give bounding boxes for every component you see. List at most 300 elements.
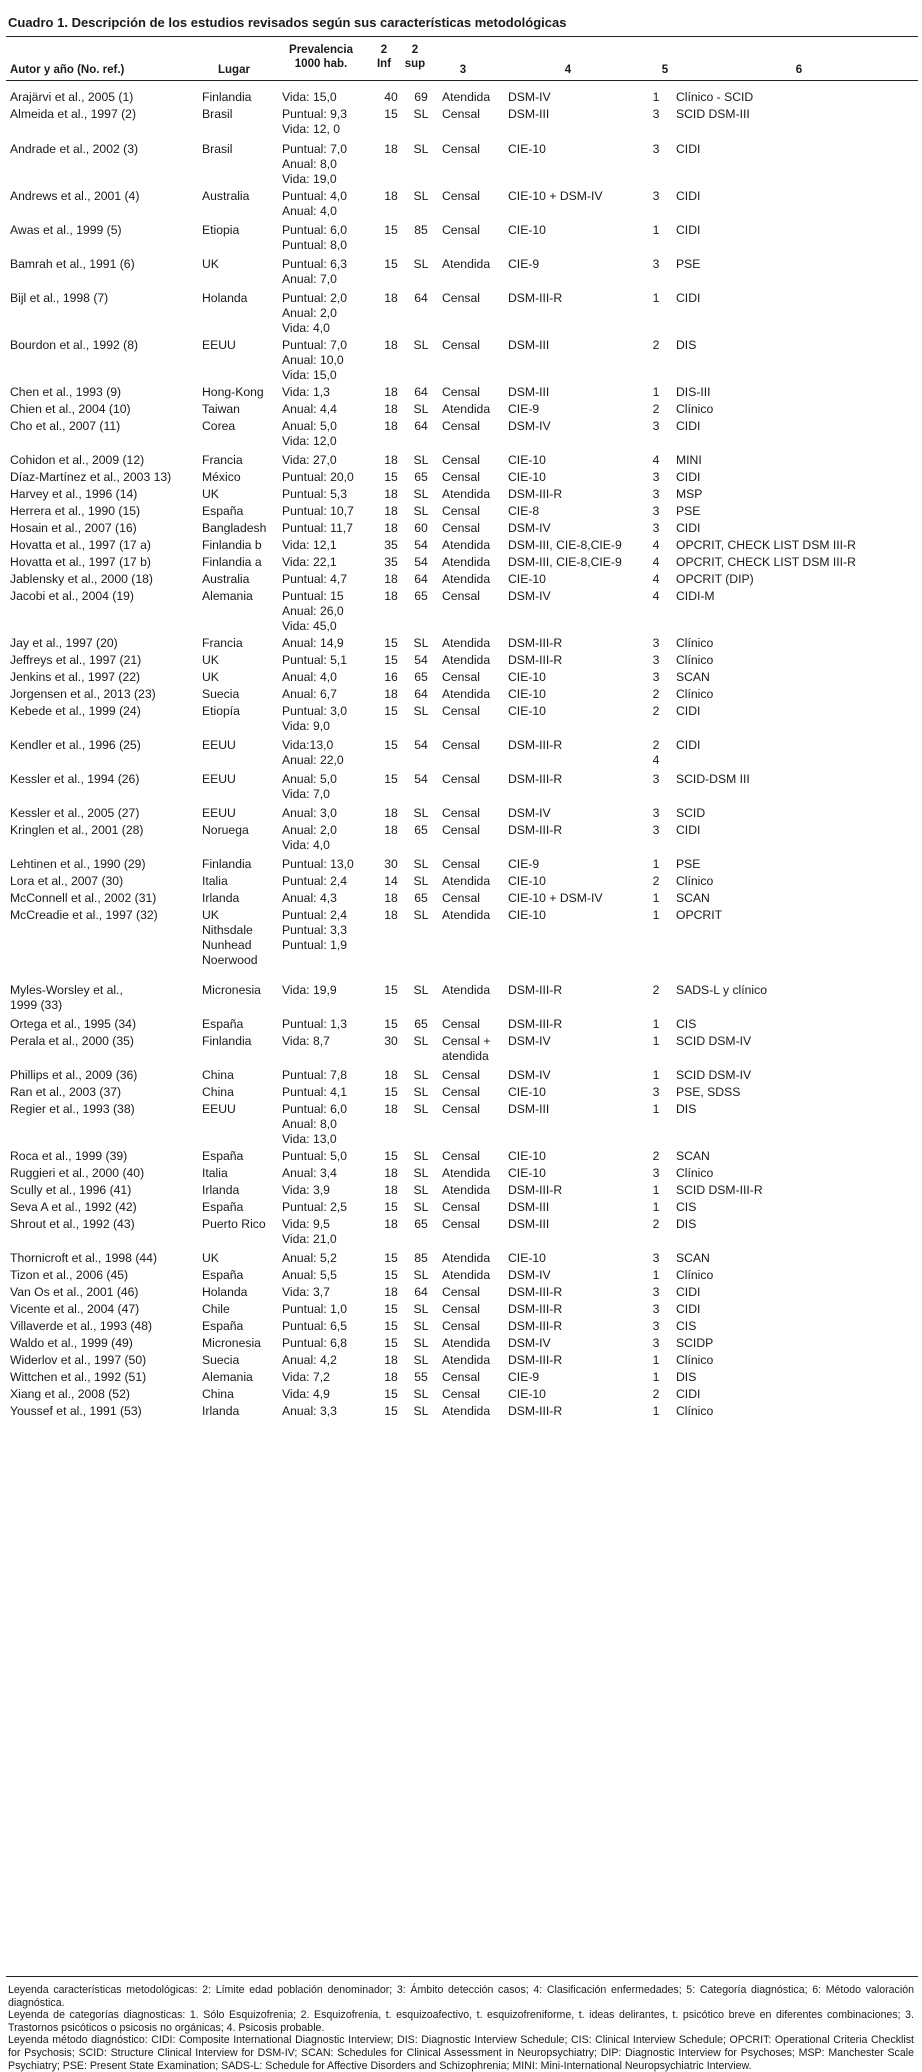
inf-cell: 18 [384,291,398,305]
author-cell: Ran et al., 2003 (37) [10,1085,122,1099]
scope-cell: Atendida [442,653,491,667]
author-cell: Jacobi et al., 2004 (19) [10,589,134,603]
sup-cell: 64 [414,291,428,305]
prevalence-cell: Anual: 4,2 [282,1353,337,1367]
place-cell: Alemania [202,589,253,603]
inf-cell: 15 [384,1200,398,1214]
category-cell: 4 [652,555,660,569]
category-cell: 1 [652,223,660,237]
category-cell: 2 4 [652,738,660,767]
method-cell: Clínico - SCID [676,90,754,104]
inf-cell: 40 [384,90,398,104]
inf-cell: 15 [384,983,398,997]
sup-cell: 54 [414,538,428,552]
classification-cell: CIE-10 [508,1387,546,1401]
author-cell: Hosain et al., 2007 (16) [10,521,137,535]
classification-cell: DSM-III [508,1200,550,1214]
scope-cell: Atendida [442,1336,491,1350]
category-cell: 1 [652,1102,660,1116]
table-row [6,1368,918,1385]
sup-cell: 85 [414,223,428,237]
classification-cell: CIE-9 [508,857,540,871]
scope-cell: Atendida [442,487,491,501]
scope-cell: Atendida [442,538,491,552]
place-cell: China [202,1085,234,1099]
classification-cell: DSM-III, CIE-8,CIE-9 [508,555,622,569]
author-cell: Jeffreys et al., 1997 (21) [10,653,142,667]
scope-cell: Censal [442,470,480,484]
prevalence-cell: Puntual: 2,4 Puntual: 3,3 Puntual: 1,9 [282,908,348,952]
author-cell: Perala et al., 2000 (35) [10,1034,134,1048]
inf-cell: 18 [384,338,398,352]
method-cell: PSE [676,504,701,518]
classification-cell: CIE-9 [508,257,540,271]
place-cell: Francia [202,636,243,650]
classification-cell: CIE-10 + DSM-IV [508,891,603,905]
author-cell: Myles-Worsley et al., 1999 (33) [10,983,123,1012]
category-cell: 2 [652,1387,660,1401]
scope-cell: Atendida [442,572,491,586]
prevalence-cell: Puntual: 7,8 [282,1068,348,1082]
prevalence-cell: Anual: 3,3 [282,1404,337,1418]
sup-cell: 55 [414,1370,428,1384]
table-row [6,1402,918,1419]
inf-cell: 18 [384,823,398,837]
classification-cell: DSM-III [508,1217,550,1231]
inf-cell: 14 [384,874,398,888]
author-cell: Xiang et al., 2008 (52) [10,1387,130,1401]
table-row [6,1198,918,1215]
category-cell: 1 [652,1183,660,1197]
sup-cell: SL [413,1149,429,1163]
prevalence-cell: Vida: 1,3 [282,385,330,399]
author-cell: Chien et al., 2004 (10) [10,402,131,416]
inf-cell: 18 [384,687,398,701]
scope-cell: Censal [442,670,480,684]
table-row [6,536,918,553]
scope-cell: Censal [442,223,480,237]
category-cell: 3 [652,1319,660,1333]
sup-cell: SL [413,1034,429,1048]
author-cell: Vicente et al., 2004 (47) [10,1302,140,1316]
sup-cell: 85 [414,1251,428,1265]
place-cell: UK [202,670,219,684]
place-cell: UK [202,653,219,667]
prevalence-cell: Anual: 4,0 [282,670,337,684]
inf-cell: 15 [384,704,398,718]
classification-cell: DSM-III-R [508,983,563,997]
author-cell: Kessler et al., 2005 (27) [10,806,140,820]
category-cell: 3 [652,1302,660,1316]
header-6: 6 [795,64,803,76]
scope-cell: Atendida [442,1404,491,1418]
table-row [6,502,918,519]
category-cell: 4 [652,572,660,586]
scope-cell: Censal [442,1017,480,1031]
category-cell: 3 [652,1285,660,1299]
category-cell: 1 [652,385,660,399]
method-cell: SCID DSM-III-R [676,1183,763,1197]
place-cell: Australia [202,572,250,586]
author-cell: Ruggieri et al., 2000 (40) [10,1166,145,1180]
author-cell: Almeida et al., 1997 (2) [10,107,137,121]
method-cell: OPCRIT, CHECK LIST DSM III-R [676,555,856,569]
author-cell: Arajärvi et al., 2005 (1) [10,90,134,104]
method-cell: CIDI [676,470,701,484]
category-cell: 3 [652,670,660,684]
inf-cell: 15 [384,1302,398,1316]
classification-cell: CIE-10 [508,1166,546,1180]
prevalence-cell: Puntual: 9,3 Vida: 12, 0 [282,107,348,136]
inf-cell: 15 [384,1017,398,1031]
prevalence-cell: Puntual: 7,0 Anual: 8,0 Vida: 19,0 [282,142,348,186]
prevalence-cell: Anual: 6,7 [282,687,337,701]
sup-cell: SL [413,257,429,271]
method-cell: Clínico [676,653,714,667]
classification-cell: DSM-III-R [508,1302,563,1316]
inf-cell: 15 [384,1336,398,1350]
classification-cell: DSM-III-R [508,636,563,650]
table-row [6,255,918,289]
table-row [6,1334,918,1351]
place-cell: España [202,1268,244,1282]
author-cell: Jay et al., 1997 (20) [10,636,118,650]
inf-cell: 16 [384,670,398,684]
header-5: 5 [661,64,669,76]
inf-cell: 18 [384,1102,398,1116]
category-cell: 2 [652,983,660,997]
scope-cell: Censal [442,291,480,305]
inf-cell: 18 [384,487,398,501]
method-cell: CIDI [676,1302,701,1316]
sup-cell: 54 [414,555,428,569]
table-row [6,1249,918,1266]
table-row [6,587,918,634]
category-cell: 3 [652,257,660,271]
sup-cell: SL [413,1387,429,1401]
header-rule [6,80,918,81]
scope-cell: Atendida [442,1353,491,1367]
prevalence-cell: Puntual: 1,0 [282,1302,348,1316]
method-cell: Clínico [676,1166,714,1180]
method-cell: CIDI [676,521,701,535]
author-cell: Cohidon et al., 2009 (12) [10,453,145,467]
classification-cell: CIE-8 [508,504,540,518]
scope-cell: Atendida [442,1183,491,1197]
method-cell: CIDI-M [676,589,715,603]
place-cell: España [202,1149,244,1163]
scope-cell: Atendida [442,687,491,701]
sup-cell: SL [413,1302,429,1316]
sup-cell: SL [413,1353,429,1367]
author-cell: Tizon et al., 2006 (45) [10,1268,129,1282]
scope-cell: Censal [442,107,480,121]
prevalence-cell: Puntual: 2,5 [282,1200,348,1214]
inf-cell: 18 [384,1353,398,1367]
place-cell: EEUU [202,738,236,752]
legend-methodology: Leyenda características metodológicas: 2: Límite edad población denominador; 3: Ámbito detección casos; 4: Clasificación enfermedades; 5: Categoría diagnóstica; 6: Método valoración diagnóstica. [8,1984,914,2009]
table-row [6,702,918,736]
prevalence-cell: Vida: 7,2 [282,1370,330,1384]
inf-cell: 18 [384,1166,398,1180]
prevalence-cell: Anual: 4,4 [282,402,337,416]
author-cell: Lehtinen et al., 1990 (29) [10,857,146,871]
inf-cell: 35 [384,555,398,569]
classification-cell: DSM-III [508,338,550,352]
prevalence-cell: Vida: 12,1 [282,538,337,552]
method-cell: SCID DSM-III [676,107,750,121]
author-cell: Kebede et al., 1999 (24) [10,704,141,718]
scope-cell: Censal [442,1068,480,1082]
classification-cell: CIE-9 [508,1370,540,1384]
inf-cell: 18 [384,402,398,416]
category-cell: 4 [652,589,660,603]
method-cell: CIDI [676,704,701,718]
method-cell: DIS [676,1102,697,1116]
inf-cell: 15 [384,470,398,484]
table-row [6,1283,918,1300]
prevalence-cell: Puntual: 7,0 Anual: 10,0 Vida: 15,0 [282,338,348,382]
inf-cell: 18 [384,589,398,603]
method-cell: MSP [676,487,703,501]
classification-cell: DSM-III-R [508,487,563,501]
method-cell: DIS [676,1217,697,1231]
prevalence-cell: Puntual: 13,0 [282,857,354,871]
prevalence-cell: Anual: 14,9 [282,636,344,650]
category-cell: 3 [652,521,660,535]
author-cell: Wittchen et al., 1992 (51) [10,1370,147,1384]
scope-cell: Atendida [442,908,491,922]
prevalence-cell: Puntual: 5,3 [282,487,348,501]
author-cell: Awas et al., 1999 (5) [10,223,122,237]
sup-cell: SL [413,487,429,501]
method-cell: SCAN [676,1251,710,1265]
table-row [6,1100,918,1147]
prevalence-cell: Anual: 3,0 [282,806,337,820]
inf-cell: 15 [384,107,398,121]
author-cell: Villaverde et al., 1993 (48) [10,1319,153,1333]
prevalence-cell: Anual: 5,5 [282,1268,337,1282]
prevalence-cell: Puntual: 6,0 Puntual: 8,0 [282,223,348,252]
scope-cell: Censal [442,704,480,718]
classification-cell: DSM-III-R [508,1353,563,1367]
author-cell: Harvey et al., 1996 (14) [10,487,138,501]
inf-cell: 15 [384,223,398,237]
classification-cell: DSM-III-R [508,1285,563,1299]
table-row [6,400,918,417]
place-cell: Australia [202,189,250,203]
method-cell: Clínico [676,402,714,416]
header-place: Lugar [218,64,250,76]
category-cell: 1 [652,1068,660,1082]
inf-cell: 15 [384,1149,398,1163]
classification-cell: DSM-III-R [508,738,563,752]
category-cell: 1 [652,1034,660,1048]
sup-cell: SL [413,1319,429,1333]
scope-cell: Censal [442,1285,480,1299]
table-row [6,685,918,702]
table-row [6,468,918,485]
classification-cell: CIE-10 [508,1149,546,1163]
place-cell: Italia [202,1166,228,1180]
table-row [6,804,918,821]
category-cell: 3 [652,772,660,786]
method-cell: OPCRIT [676,908,723,922]
place-cell: Hong-Kong [202,385,264,399]
category-cell: 1 [652,1404,660,1418]
place-cell: Corea [202,419,236,433]
category-cell: 2 [652,338,660,352]
prevalence-cell: Vida: 22,1 [282,555,337,569]
sup-cell: SL [413,453,429,467]
inf-cell: 18 [384,504,398,518]
prevalence-cell: Vida: 15,0 [282,90,337,104]
sup-cell: 65 [414,1217,428,1231]
method-cell: CIDI [676,419,701,433]
category-cell: 1 [652,857,660,871]
inf-cell: 18 [384,189,398,203]
sup-cell: SL [413,636,429,650]
category-cell: 3 [652,636,660,650]
category-cell: 3 [652,504,660,518]
author-cell: Andrade et al., 2002 (3) [10,142,139,156]
inf-cell: 18 [384,1285,398,1299]
author-cell: Van Os et al., 2001 (46) [10,1285,139,1299]
prevalence-cell: Puntual: 6,0 Anual: 8,0 Vida: 13,0 [282,1102,348,1146]
classification-cell: DSM-III-R [508,653,563,667]
prevalence-cell: Vida: 4,9 [282,1387,330,1401]
sup-cell: SL [413,504,429,518]
table-row [6,105,918,140]
classification-cell: DSM-III [508,385,550,399]
scope-cell: Censal [442,504,480,518]
sup-cell: SL [413,1404,429,1418]
top-rule [6,36,918,37]
classification-cell: DSM-IV [508,589,551,603]
sup-cell: 64 [414,687,428,701]
sup-cell: 54 [414,772,428,786]
classification-cell: CIE-10 [508,1251,546,1265]
classification-cell: CIE-10 [508,453,546,467]
inf-cell: 35 [384,538,398,552]
prevalence-cell: Puntual: 6,5 [282,1319,348,1333]
category-cell: 2 [652,874,660,888]
method-cell: PSE [676,857,701,871]
sup-cell: SL [413,1268,429,1282]
category-cell: 1 [652,908,660,922]
classification-cell: CIE-10 [508,704,546,718]
method-cell: Clínico [676,1353,714,1367]
scope-cell: Censal [442,772,480,786]
legend-categories: Leyenda de categorías diagnosticas: 1. Sólo Esquizofrenia; 2. Esquizofrenia, t. esquizoafectivo, t. esquizofreniforme, t. ideas delirantes, t. psicótico breve en diferentes combinaciones; 3. Trastornos psicóticos o psicosis no orgánicas; 4. Psicosis probable. [8,2009,914,2034]
method-cell: DIS-III [676,385,711,399]
method-cell: DIS [676,1370,697,1384]
classification-cell: DSM-III [508,107,550,121]
sup-cell: SL [413,1200,429,1214]
table-row [6,336,918,383]
place-cell: Finlandia [202,1034,252,1048]
sup-cell: SL [413,402,429,416]
classification-cell: CIE-10 [508,223,546,237]
author-cell: McCreadie et al., 1997 (32) [10,908,158,922]
scope-cell: Censal [442,1149,480,1163]
classification-cell: DSM-IV [508,806,551,820]
classification-cell: CIE-10 [508,572,546,586]
author-cell: Widerlov et al., 1997 (50) [10,1353,147,1367]
category-cell: 3 [652,487,660,501]
sup-cell: SL [413,1183,429,1197]
place-cell: España [202,504,244,518]
prevalence-cell: Puntual: 2,4 [282,874,348,888]
classification-cell: DSM-IV [508,521,551,535]
table-row [6,289,918,336]
method-cell: CIDI [676,291,701,305]
method-cell: Clínico [676,1268,714,1282]
category-cell: 1 [652,1370,660,1384]
prevalence-cell: Vida: 19,9 [282,983,337,997]
author-cell: Hovatta et al., 1997 (17 b) [10,555,151,569]
category-cell: 3 [652,470,660,484]
header-prevalence: Prevalencia 1000 hab. [289,44,353,70]
prevalence-cell: Puntual: 6,3 Anual: 7,0 [282,257,348,286]
table-row [6,451,918,468]
inf-cell: 15 [384,1085,398,1099]
inf-cell: 18 [384,908,398,922]
author-cell: Kessler et al., 1994 (26) [10,772,140,786]
author-cell: Kringlen et al., 2001 (28) [10,823,144,837]
place-cell: Irlanda [202,1183,240,1197]
method-cell: CIDI [676,142,701,156]
place-cell: España [202,1017,244,1031]
classification-cell: DSM-IV [508,1336,551,1350]
method-cell: Clínico [676,687,714,701]
classification-cell: DSM-III, CIE-8,CIE-9 [508,538,622,552]
place-cell: UK [202,1251,219,1265]
category-cell: 3 [652,806,660,820]
sup-cell: SL [413,1102,429,1116]
table-row [6,570,918,587]
classification-cell: DSM-III-R [508,1183,563,1197]
scope-cell: Atendida [442,874,491,888]
inf-cell: 18 [384,572,398,586]
category-cell: 1 [652,1268,660,1282]
category-cell: 1 [652,291,660,305]
place-cell: Finlandia [202,857,252,871]
category-cell: 2 [652,402,660,416]
inf-cell: 18 [384,385,398,399]
author-cell: Regier et al., 1993 (38) [10,1102,135,1116]
method-cell: CIDI [676,1285,701,1299]
method-cell: Clínico [676,874,714,888]
category-cell: 3 [652,653,660,667]
place-cell: Italia [202,874,228,888]
category-cell: 3 [652,419,660,433]
method-cell: CIS [676,1319,697,1333]
place-cell: España [202,1200,244,1214]
header-author: Autor y año (No. ref.) [10,64,125,76]
legend [8,1984,914,2072]
method-cell: SCAN [676,670,710,684]
header-sup: 2 sup [404,44,426,70]
author-cell: Shrout et al., 1992 (43) [10,1217,135,1231]
table-row [6,1351,918,1368]
category-cell: 1 [652,891,660,905]
scope-cell: Atendida [442,402,491,416]
classification-cell: CIE-10 [508,874,546,888]
sup-cell: 60 [414,521,428,535]
sup-cell: SL [413,142,429,156]
table-row [6,1300,918,1317]
